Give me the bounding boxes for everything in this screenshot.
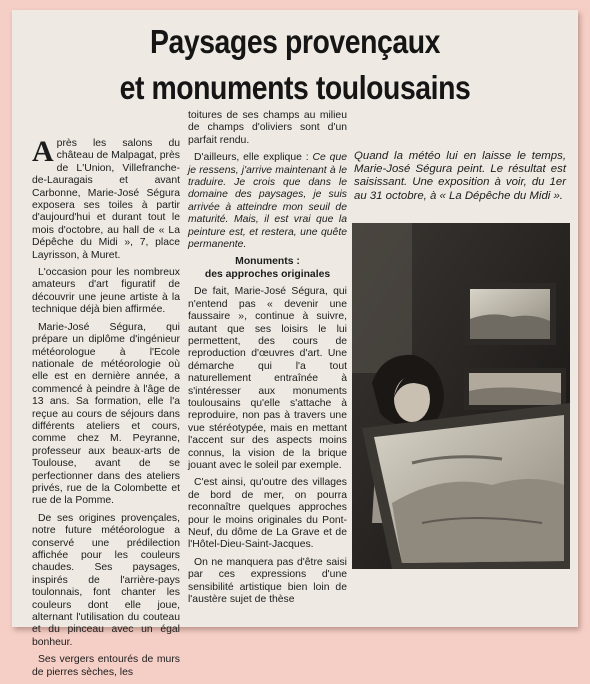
col2-paragraph-1: toitures de ses champs au milieu de champs d'oliviers sont d'un parfait rendu. (188, 110, 347, 146)
col1-paragraph-1: près les salons du château de Malpagat, près de L'Union, Villefranche-de-Lauragais et avant Carbonne, Marie-José Ségura exposera ses toiles à partir d'aujourd'hui et durant tout le mois d'octobre, au hall de « La Dépêche du Midi », 7, place Layrisson, à Muret. (32, 138, 180, 261)
col2-paragraph-4: C'est ainsi, qu'outre des villages de bord de mer, on pourra reconnaître quelques approches pour le moins originales du Pont-Neuf, du dôme de La Grave et de l'Hôtel-Dieu-Saint-Jacques. (188, 477, 347, 551)
subheading-line-2: des approches originales (204, 268, 331, 280)
col2-paragraph-5: On ne manquera pas d'être saisi par ces expressions d'une sensibilité artistique bien loin de l'austère sujet de thèse (188, 556, 347, 606)
col1-paragraph-5: Ses vergers entourés de murs de pierres sèches, les (32, 654, 180, 678)
photo-artwork (352, 223, 570, 569)
artist-photo (352, 223, 570, 569)
col1-paragraph-2: L'occasion pour les nombreux amateurs d'art figuratif de découvrir une jeune artiste à la technique déjà bien affirmée. (32, 267, 180, 316)
col2-paragraph-2-lead: D'ailleurs, elle explique : (194, 152, 313, 164)
subheading-line-1: Monuments : (235, 256, 300, 268)
article-column-2 (188, 110, 347, 611)
article-column-3-intro: Quand la météo lui en laisse le temps, Marie-José Ségura peint. Le résultat est saisissant. Une exposition à voir, du 1er au 31 octobre, à « La Dépêche du Midi ». (354, 150, 566, 202)
headline-line-1: Paysages provençaux (149, 23, 440, 60)
section-subheading (188, 256, 347, 281)
drop-cap: A (32, 135, 54, 168)
col1-paragraph-3: Marie-José Ségura, qui prépare un diplôme d'ingénieur météorologue à l'Ecole nationale de météorologie où elle est en dernière année, a commencé à peindre à l'âge de 13 ans. Sa formation, elle l'a reçue au cours de séjours dans différents ateliers et cours, comme chez M. Peyranne, professeur aux beaux-arts de Toulouse, avant de se perfectionner dans des ateliers privés, rue de la Colombette et rue de la Pomme. (32, 321, 180, 507)
col2-artist-quote: Ce que je ressens, j'arrive maintenant à le traduire. Je crois que dans le domaine des paysages, je suis arrivée à atteindre mon seuil de maturité. Mais, il est vrai que la peinture est, et restera, une quête permanente. (188, 152, 347, 251)
newspaper-clipping (12, 10, 578, 678)
headline-line-2: et monuments toulousains (119, 69, 471, 106)
col2-paragraph-3: De fait, Marie-José Ségura, qui n'entend pas « devenir une faussaire », continue à suivre, autant que ses loisirs le lui permettent, des cours de reproduction d'œuvres d'art. Une démarche qui l'a tout naturellement entraînée à s'intéresser aux monuments toulousains qu'elle s'attache à reproduire, non pas à travers une vue stéréotypée, mais en mettant l'accent sur des aspects moins connus, la vision de la brique jouant avec le soleil par exemple. (188, 286, 347, 471)
col1-paragraph-4: De ses origines provençales, notre future météorologue a conservé une prédilection affichée pour les couleurs chaudes. Ses paysages, inspirés de l'arrière-pays toulonnais, font chanter les couleurs dont elle joue, alternant l'utilisation du couteau et du pinceau avec un égal bonheur. (32, 512, 180, 648)
article-column-1 (32, 135, 180, 684)
